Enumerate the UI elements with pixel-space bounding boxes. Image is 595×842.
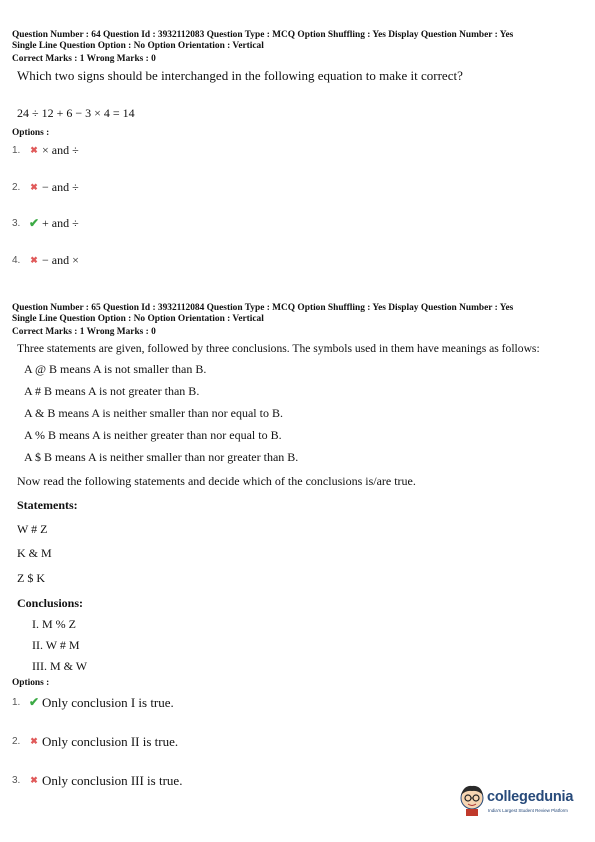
conclusions-heading: Conclusions: [17, 596, 84, 610]
q65-meta-line1: Question Number : 65 Question Id : 3932112084 Question Type : MCQ Option Shuffling : Yes Display Question Number : Yes [12, 303, 514, 313]
conclusion: I. M % Z [32, 617, 76, 631]
option-number: 1. [12, 697, 21, 708]
cross-icon: ✖ [30, 145, 38, 155]
option-number: 3. [12, 775, 21, 786]
option-text: Only conclusion II is true. [42, 734, 179, 749]
definition: A % B means A is neither greater than nor equal to B. [24, 428, 282, 442]
statement: Z $ K [17, 571, 45, 585]
q65-option-2[interactable] [12, 734, 178, 749]
statement: K & M [17, 546, 52, 560]
q64-option-1[interactable] [12, 143, 79, 158]
q64-meta-line2: Single Line Question Option : No Option Orientation : Vertical [12, 41, 264, 51]
cross-icon: ✖ [30, 182, 38, 192]
cross-icon: ✖ [30, 255, 38, 265]
q65-option-3[interactable] [12, 773, 182, 788]
definition: A # B means A is not greater than B. [24, 384, 200, 398]
q64-equation: 24 ÷ 12 + 6 − 3 × 4 = 14 [17, 106, 135, 120]
option-number: 1. [12, 145, 21, 156]
q64-option-2[interactable] [12, 180, 79, 195]
q65-instruction: Now read the following statements and decide which of the conclusions is/are true. [17, 474, 416, 488]
q64-options-label: Options : [12, 128, 50, 138]
conclusion: III. M & W [32, 659, 88, 673]
cross-icon: ✖ [30, 736, 38, 746]
cross-icon: ✖ [30, 775, 38, 785]
mascot-icon [458, 783, 486, 817]
definition: A $ B means A is neither smaller than nor greater than B. [24, 450, 299, 464]
q64-option-3[interactable] [12, 216, 79, 231]
q64-question: Which two signs should be interchanged in the following equation to make it correct? [17, 68, 463, 83]
option-number: 2. [12, 182, 21, 193]
option-text: × and ÷ [42, 143, 79, 157]
q64-meta-line1: Question Number : 64 Question Id : 3932112083 Question Type : MCQ Option Shuffling : Yes Display Question Number : Yes [12, 30, 514, 40]
conclusion: II. W # M [32, 638, 80, 652]
q64-option-4[interactable] [12, 253, 79, 268]
option-text: Only conclusion I is true. [42, 695, 174, 710]
logo-tagline: India's Largest Student Review Platform [488, 808, 568, 813]
option-text: + and ÷ [42, 216, 79, 230]
option-number: 3. [12, 218, 21, 229]
option-text: − and × [42, 253, 79, 267]
check-icon: ✔ [28, 216, 40, 230]
definition: A & B means A is neither smaller than nor equal to B. [24, 406, 283, 420]
option-text: − and ÷ [42, 180, 79, 194]
statement: W # Z [17, 522, 48, 536]
option-number: 4. [12, 255, 21, 266]
q65-marks: Correct Marks : 1 Wrong Marks : 0 [12, 327, 156, 337]
check-icon: ✔ [28, 695, 40, 709]
q65-meta-line2: Single Line Question Option : No Option Orientation : Vertical [12, 314, 264, 324]
statements-heading: Statements: [17, 498, 78, 512]
option-number: 2. [12, 736, 21, 747]
collegedunia-logo[interactable] [458, 779, 588, 821]
q65-options-label: Options : [12, 678, 50, 688]
q65-intro: Three statements are given, followed by three conclusions. The symbols used in them have meanings as follows: [17, 342, 540, 355]
option-text: Only conclusion III is true. [42, 773, 183, 788]
logo-name: collegedunia [487, 789, 574, 805]
definition: A @ B means A is not smaller than B. [24, 362, 207, 376]
q65-option-1[interactable] [12, 695, 174, 710]
q64-marks: Correct Marks : 1 Wrong Marks : 0 [12, 54, 156, 64]
